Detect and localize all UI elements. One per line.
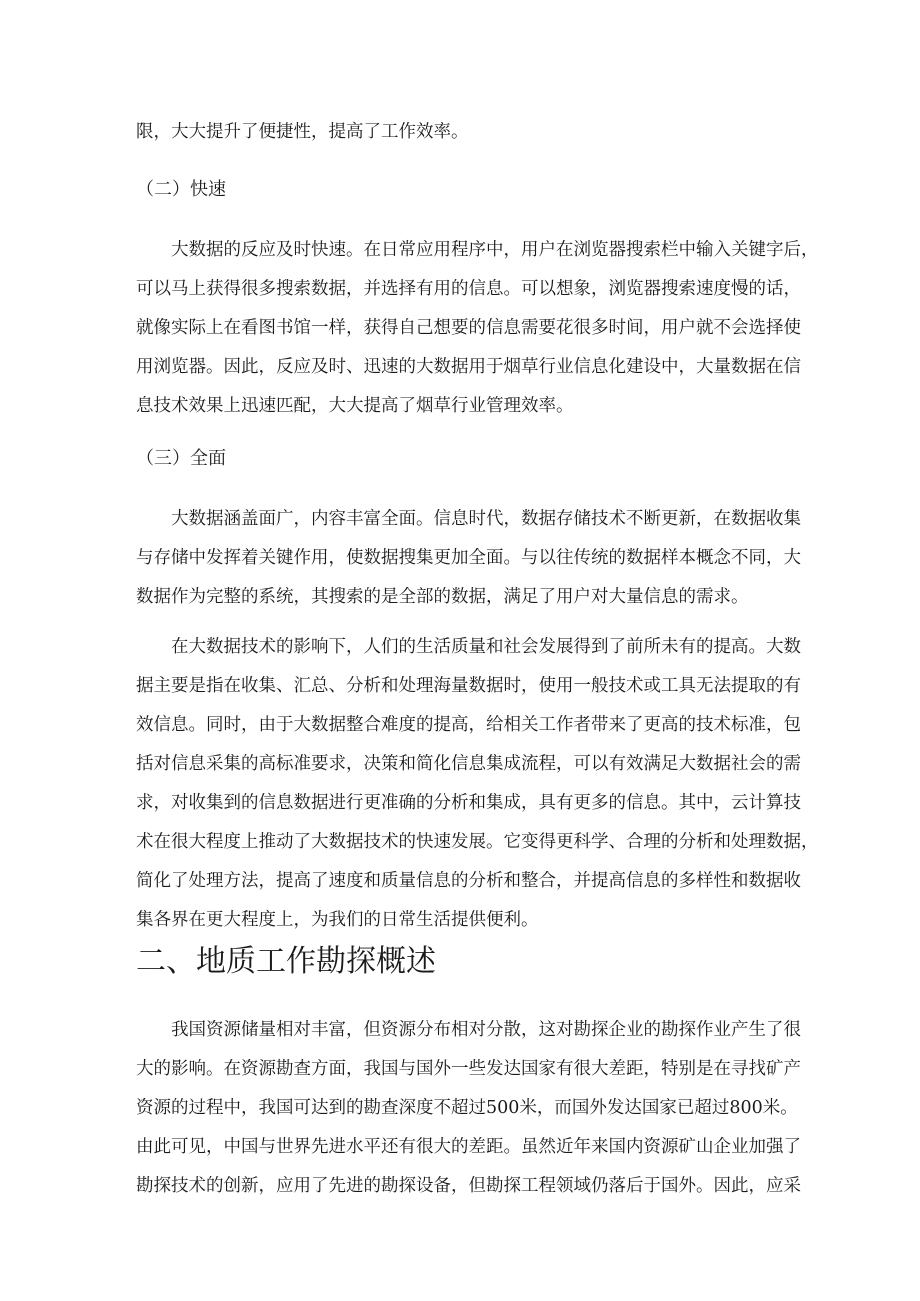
text-line: 数据作为完整的系统，其搜索的是全部的数据，满足了用户对大量信息的需求。 bbox=[136, 587, 749, 607]
text-line: 效信息。同时，由于大数据整合难度的提高，给相关工作者带来了更高的技术标准，包 bbox=[136, 715, 801, 735]
text-line: 就像实际上在看图书馆一样，获得自己想要的信息需要花很多时间，用户就不会选择使 bbox=[136, 318, 801, 338]
text-line: 息技术效果上迅速匹配，大大提高了烟草行业管理效率。 bbox=[136, 396, 574, 416]
text-line: 由此可见，中国与世界先进水平还有很大的差距。虽然近年来国内资源矿山企业加强了 bbox=[136, 1137, 801, 1157]
subheading-fast: （二）快速 bbox=[136, 179, 226, 200]
text-line: 括对信息采集的高标准要求，决策和简化信息集成流程，可以有效满足大数据社会的需 bbox=[136, 754, 801, 774]
paragraph-bigdata-impact bbox=[136, 633, 819, 934]
text-line: 大数据的反应及时快速。在日常应用程序中，用户在浏览器搜索栏中输入关键字后， bbox=[171, 240, 819, 260]
subheading-comprehensive: （三）全面 bbox=[136, 448, 226, 469]
paragraph-continuation bbox=[136, 118, 796, 146]
text-line: 限，大大提升了便捷性，提高了工作效率。 bbox=[136, 122, 469, 142]
section-heading-geology: 二、地质工作勘探概述 bbox=[136, 944, 436, 979]
text-line: 我国资源储量相对丰富，但资源分布相对分散，这对勘探企业的勘探作业产生了很 bbox=[171, 1020, 801, 1040]
text-line: 与存储中发挥着关键作用，使数据搜集更加全面。与以往传统的数据样本概念不同，大 bbox=[136, 548, 801, 568]
text-line: 勘探技术的创新，应用了先进的勘探设备，但勘探工程领域仍落后于国外。因此，应采 bbox=[136, 1176, 801, 1196]
paragraph-fast bbox=[136, 236, 819, 420]
paragraph-comprehensive bbox=[136, 505, 801, 611]
text-line: 据主要是指在收集、汇总、分析和处理海量数据时，使用一般技术或工具无法提取的有 bbox=[136, 676, 801, 696]
paragraph-geology-overview bbox=[136, 1016, 801, 1200]
text-line: 大数据涵盖面广，内容丰富全面。信息时代，数据存储技术不断更新，在数据收集 bbox=[171, 509, 801, 529]
text-line: 术在很大程度上推动了大数据技术的快速发展。它变得更科学、合理的分析和处理数据， bbox=[136, 832, 819, 852]
text-line: 用浏览器。因此，反应及时、迅速的大数据用于烟草行业信息化建设中，大量数据在信 bbox=[136, 357, 801, 377]
text-line: 可以马上获得很多搜索数据，并选择有用的信息。可以想象，浏览器搜索速度慢的话， bbox=[136, 279, 801, 299]
text-line: 大的影响。在资源勘查方面，我国与国外一些发达国家有很大差距，特别是在寻找矿产 bbox=[136, 1059, 801, 1079]
text-line: 集各界在更大程度上，为我们的日常生活提供便利。 bbox=[136, 910, 539, 930]
text-line: 简化了处理方法，提高了速度和质量信息的分析和整合，并提高信息的多样性和数据收 bbox=[136, 871, 801, 891]
text-line: 在大数据技术的影响下，人们的生活质量和社会发展得到了前所未有的提高。大数 bbox=[171, 637, 801, 657]
text-line: 资源的过程中，我国可达到的勘查深度不超过500米，而国外发达国家已超过800米。 bbox=[136, 1098, 798, 1118]
text-line: 求，对收集到的信息数据进行更准确的分析和集成，具有更多的信息。其中，云计算技 bbox=[136, 793, 801, 813]
